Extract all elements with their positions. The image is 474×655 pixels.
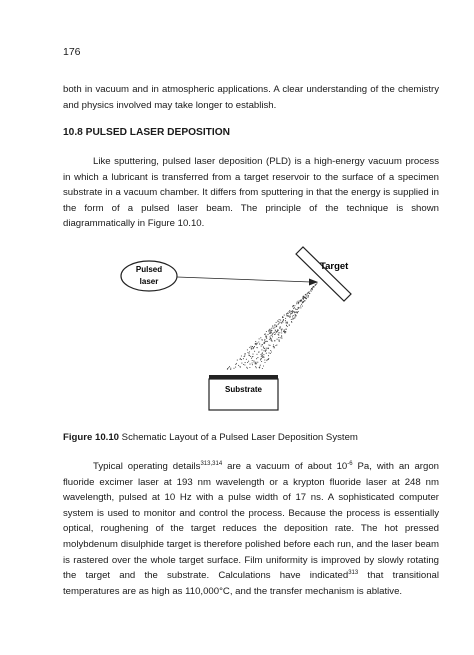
ablation-plume (227, 282, 318, 370)
substrate-film (209, 375, 278, 379)
paragraph-intro: both in vacuum and in atmospheric applications. A clear understanding of the chemistry and physics involved may take longer to establish. (63, 84, 439, 111)
page-number: 176 (63, 46, 81, 58)
paragraph-pld-description: Like sputtering, pulsed laser deposition (PLD) is a high-energy vacuum process in which a lubricant is transferred from a target reservoir to the surface of a specimen substrate in a vacuum chamber. It differs from sputtering in that the energy is supplied in the form of a pulsed laser beam. The principle of the technique is shown diagrammatically in Figure 10.10. (63, 156, 439, 230)
operating-details-text-a: Typical operating details (93, 461, 201, 472)
operating-details-text-b: are a vacuum of about 10 (222, 461, 348, 472)
section-heading: 10.8 PULSED LASER DEPOSITION (63, 127, 230, 138)
substrate-block (209, 379, 278, 410)
exponent-superscript: -6 (347, 461, 353, 467)
reference-superscript-313: 313 (348, 570, 359, 577)
target-label: Target (320, 261, 349, 272)
pulsed-laser-label-line1: Pulsed (135, 265, 163, 274)
operating-details-text-c: Pa, with an argon fluoride excimer laser at 193 nm wavelength or a krypton fluoride laser at 248 nm wavelength, pulsed at 10 Hz with a pulse width of 17 ns. A sophisticated computer system is used to monitor and control the process. Because the process is essentially optical, roughening of the target reduces the deposition rate. The hot pressed molybdenum disulphide target is therefore polished before each run, and the laser beam is rastered over the whole target surface. Film uniformity is improved by slowly rotating the target and the substrate. Calculations have indicated (63, 461, 439, 582)
substrate-label: Substrate (225, 385, 262, 394)
operating-details-text-d: that transitional temperatures are as high as 110,000°C, and the transfer mechanism is ablative. (63, 570, 439, 597)
figure-caption-label: Figure 10.10 (63, 432, 119, 443)
paragraph-operating-details (63, 459, 439, 599)
target-plate (296, 247, 351, 301)
figure-caption (63, 432, 358, 443)
reference-superscript-313-314: 313,314 (200, 461, 223, 467)
pulsed-laser-label-line2: laser (139, 277, 159, 286)
figure-caption-text: Schematic Layout of a Pulsed Laser Deposition System (121, 432, 358, 443)
laser-beam-line (177, 277, 311, 282)
